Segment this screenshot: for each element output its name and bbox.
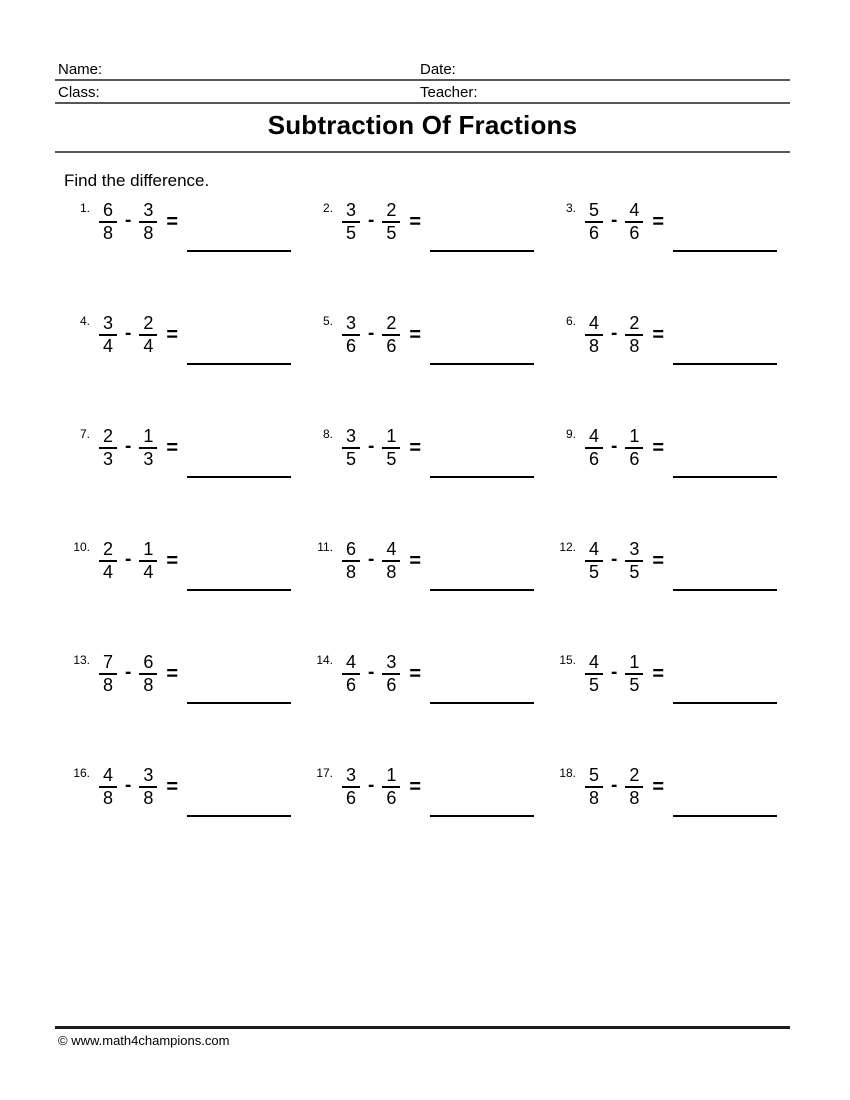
answer-blank	[673, 476, 777, 478]
answer-blank	[430, 250, 534, 252]
fraction-minuend	[585, 200, 603, 244]
fraction-minuend	[585, 652, 603, 696]
minus-sign: -	[125, 662, 132, 683]
answer-blank	[673, 363, 777, 365]
footer	[55, 1026, 790, 1048]
name-date-row	[55, 60, 790, 81]
fraction-subtrahend	[382, 313, 400, 357]
subtrahend-denominator: 8	[139, 786, 157, 809]
problem-number: 12.	[559, 540, 576, 554]
minuend-denominator: 8	[585, 334, 603, 357]
class-label: Class:	[58, 84, 100, 101]
subtrahend-numerator: 4	[386, 539, 397, 559]
answer-blank	[187, 476, 291, 478]
fraction-minuend	[342, 200, 360, 244]
fraction-minuend	[342, 539, 360, 583]
problem-item	[309, 200, 552, 244]
problem-item	[309, 426, 552, 470]
problem-item	[309, 539, 552, 583]
fraction-subtrahend	[625, 765, 643, 809]
subtrahend-numerator: 1	[629, 426, 640, 446]
minuend-numerator: 3	[346, 313, 357, 333]
minuend-numerator: 6	[103, 200, 114, 220]
instruction-text: Find the difference.	[64, 171, 210, 190]
minus-sign: -	[368, 549, 375, 570]
subtrahend-denominator: 8	[625, 334, 643, 357]
equals-sign: =	[166, 436, 179, 459]
minuend-denominator: 8	[99, 673, 117, 696]
minus-sign: -	[611, 323, 618, 344]
minus-sign: -	[611, 662, 618, 683]
fraction-minuend	[585, 539, 603, 583]
fraction-subtrahend	[382, 652, 400, 696]
equals-sign: =	[409, 775, 422, 798]
equals-sign: =	[652, 549, 665, 572]
minus-sign: -	[125, 549, 132, 570]
subtrahend-numerator: 2	[386, 200, 397, 220]
minuend-denominator: 6	[585, 221, 603, 244]
subtrahend-denominator: 3	[139, 447, 157, 470]
minuend-denominator: 4	[99, 334, 117, 357]
answer-blank	[430, 589, 534, 591]
problem-item	[552, 652, 795, 696]
subtrahend-numerator: 1	[143, 539, 154, 559]
problem-item	[66, 426, 309, 470]
minus-sign: -	[611, 549, 618, 570]
minus-sign: -	[611, 210, 618, 231]
minuend-numerator: 4	[589, 313, 600, 333]
equals-sign: =	[409, 662, 422, 685]
minuend-numerator: 4	[346, 652, 357, 672]
equals-sign: =	[652, 210, 665, 233]
equals-sign: =	[166, 549, 179, 572]
problem-number: 9.	[565, 427, 576, 441]
fraction-subtrahend	[382, 426, 400, 470]
answer-blank	[673, 702, 777, 704]
answer-blank	[673, 589, 777, 591]
minuend-denominator: 5	[342, 221, 360, 244]
fraction-subtrahend	[625, 200, 643, 244]
equals-sign: =	[166, 662, 179, 685]
title-section	[55, 110, 790, 153]
equals-sign: =	[652, 323, 665, 346]
fraction-subtrahend	[382, 765, 400, 809]
problem-number: 10.	[73, 540, 90, 554]
fraction-minuend	[99, 200, 117, 244]
subtrahend-numerator: 3	[386, 652, 397, 672]
subtrahend-denominator: 8	[139, 221, 157, 244]
minuend-numerator: 2	[103, 539, 114, 559]
problem-number: 15.	[559, 653, 576, 667]
equals-sign: =	[409, 436, 422, 459]
subtrahend-numerator: 1	[386, 765, 397, 785]
problem-item	[552, 313, 795, 357]
problem-number: 3.	[565, 201, 576, 215]
minuend-numerator: 6	[346, 539, 357, 559]
problem-item	[552, 426, 795, 470]
minuend-denominator: 6	[342, 786, 360, 809]
minuend-numerator: 4	[589, 426, 600, 446]
date-label: Date:	[420, 61, 456, 78]
subtrahend-denominator: 5	[382, 221, 400, 244]
equals-sign: =	[166, 210, 179, 233]
answer-blank	[187, 702, 291, 704]
minuend-denominator: 5	[342, 447, 360, 470]
subtrahend-numerator: 1	[386, 426, 397, 446]
subtrahend-denominator: 8	[139, 673, 157, 696]
subtrahend-denominator: 4	[139, 334, 157, 357]
equals-sign: =	[652, 775, 665, 798]
minuend-denominator: 8	[342, 560, 360, 583]
subtrahend-numerator: 2	[143, 313, 154, 333]
minuend-denominator: 4	[99, 560, 117, 583]
problem-number: 1.	[79, 201, 90, 215]
minus-sign: -	[125, 323, 132, 344]
problem-item	[66, 539, 309, 583]
problem-item	[309, 313, 552, 357]
fraction-minuend	[99, 313, 117, 357]
answer-blank	[430, 702, 534, 704]
minus-sign: -	[125, 210, 132, 231]
subtrahend-denominator: 4	[139, 560, 157, 583]
fraction-minuend	[585, 765, 603, 809]
equals-sign: =	[652, 662, 665, 685]
answer-blank	[673, 250, 777, 252]
fraction-minuend	[342, 426, 360, 470]
subtrahend-denominator: 5	[625, 673, 643, 696]
fraction-subtrahend	[139, 652, 157, 696]
fraction-subtrahend	[382, 200, 400, 244]
problem-item	[552, 765, 795, 809]
problem-item	[66, 765, 309, 809]
fraction-minuend	[99, 652, 117, 696]
problem-item	[66, 313, 309, 357]
minus-sign: -	[368, 323, 375, 344]
subtrahend-numerator: 1	[143, 426, 154, 446]
answer-blank	[430, 815, 534, 817]
subtrahend-numerator: 6	[143, 652, 154, 672]
minus-sign: -	[368, 210, 375, 231]
minuend-numerator: 3	[346, 426, 357, 446]
problem-number: 4.	[79, 314, 90, 328]
subtrahend-numerator: 2	[386, 313, 397, 333]
copyright-text: © www.math4champions.com	[58, 1033, 230, 1048]
answer-blank	[187, 589, 291, 591]
minuend-numerator: 4	[103, 765, 114, 785]
minuend-numerator: 2	[103, 426, 114, 446]
fraction-subtrahend	[139, 426, 157, 470]
subtrahend-numerator: 1	[629, 652, 640, 672]
fraction-minuend	[342, 765, 360, 809]
fraction-minuend	[99, 765, 117, 809]
fraction-minuend	[585, 426, 603, 470]
minus-sign: -	[368, 662, 375, 683]
equals-sign: =	[409, 210, 422, 233]
answer-blank	[673, 815, 777, 817]
minuend-numerator: 3	[103, 313, 114, 333]
problem-number: 8.	[322, 427, 333, 441]
fraction-minuend	[99, 539, 117, 583]
subtrahend-denominator: 6	[625, 447, 643, 470]
subtrahend-denominator: 5	[625, 560, 643, 583]
problem-item	[66, 652, 309, 696]
subtrahend-numerator: 2	[629, 765, 640, 785]
answer-blank	[187, 250, 291, 252]
fraction-subtrahend	[139, 200, 157, 244]
name-label: Name:	[58, 61, 103, 78]
equals-sign: =	[409, 323, 422, 346]
minuend-numerator: 4	[589, 539, 600, 559]
minus-sign: -	[368, 436, 375, 457]
minus-sign: -	[125, 436, 132, 457]
minuend-denominator: 6	[585, 447, 603, 470]
subtrahend-numerator: 2	[629, 313, 640, 333]
subtrahend-denominator: 6	[625, 221, 643, 244]
equals-sign: =	[166, 323, 179, 346]
subtrahend-denominator: 8	[625, 786, 643, 809]
minuend-numerator: 5	[589, 765, 600, 785]
minuend-numerator: 3	[346, 200, 357, 220]
subtrahend-numerator: 3	[143, 200, 154, 220]
answer-blank	[430, 476, 534, 478]
problem-number: 11.	[317, 540, 333, 554]
subtrahend-denominator: 6	[382, 786, 400, 809]
fraction-subtrahend	[625, 426, 643, 470]
minuend-numerator: 7	[103, 652, 114, 672]
subtrahend-denominator: 6	[382, 673, 400, 696]
minuend-denominator: 5	[585, 673, 603, 696]
problem-item	[552, 539, 795, 583]
answer-blank	[430, 363, 534, 365]
minus-sign: -	[611, 436, 618, 457]
minuend-denominator: 3	[99, 447, 117, 470]
problem-item	[66, 200, 309, 244]
subtrahend-numerator: 4	[629, 200, 640, 220]
minuend-denominator: 6	[342, 673, 360, 696]
problem-item	[309, 765, 552, 809]
fraction-subtrahend	[139, 313, 157, 357]
fraction-subtrahend	[139, 539, 157, 583]
minuend-denominator: 6	[342, 334, 360, 357]
problem-number: 5.	[322, 314, 333, 328]
minus-sign: -	[368, 775, 375, 796]
minuend-denominator: 8	[99, 221, 117, 244]
problems-grid	[66, 200, 795, 809]
problem-number: 2.	[322, 201, 333, 215]
class-teacher-row	[55, 83, 790, 104]
equals-sign: =	[166, 775, 179, 798]
minus-sign: -	[611, 775, 618, 796]
fraction-subtrahend	[625, 652, 643, 696]
header	[55, 60, 790, 106]
fraction-minuend	[99, 426, 117, 470]
fraction-subtrahend	[139, 765, 157, 809]
problem-number: 17.	[316, 766, 333, 780]
problem-number: 7.	[79, 427, 90, 441]
minuend-denominator: 8	[99, 786, 117, 809]
minuend-denominator: 5	[585, 560, 603, 583]
subtrahend-denominator: 8	[382, 560, 400, 583]
subtrahend-numerator: 3	[629, 539, 640, 559]
teacher-label: Teacher:	[420, 84, 478, 101]
answer-blank	[187, 815, 291, 817]
fraction-subtrahend	[625, 313, 643, 357]
problem-number: 18.	[559, 766, 576, 780]
minuend-numerator: 4	[589, 652, 600, 672]
fraction-subtrahend	[382, 539, 400, 583]
problem-item	[552, 200, 795, 244]
equals-sign: =	[409, 549, 422, 572]
problem-number: 6.	[565, 314, 576, 328]
fraction-minuend	[342, 313, 360, 357]
problem-number: 14.	[316, 653, 333, 667]
minuend-numerator: 5	[589, 200, 600, 220]
problem-number: 16.	[73, 766, 90, 780]
subtrahend-denominator: 6	[382, 334, 400, 357]
page-title: Subtraction Of Fractions	[267, 110, 578, 140]
problem-number: 13.	[73, 653, 90, 667]
problem-item	[309, 652, 552, 696]
fraction-minuend	[585, 313, 603, 357]
fraction-subtrahend	[625, 539, 643, 583]
equals-sign: =	[652, 436, 665, 459]
minus-sign: -	[125, 775, 132, 796]
minuend-numerator: 3	[346, 765, 357, 785]
fraction-minuend	[342, 652, 360, 696]
subtrahend-numerator: 3	[143, 765, 154, 785]
subtrahend-denominator: 5	[382, 447, 400, 470]
answer-blank	[187, 363, 291, 365]
minuend-denominator: 8	[585, 786, 603, 809]
